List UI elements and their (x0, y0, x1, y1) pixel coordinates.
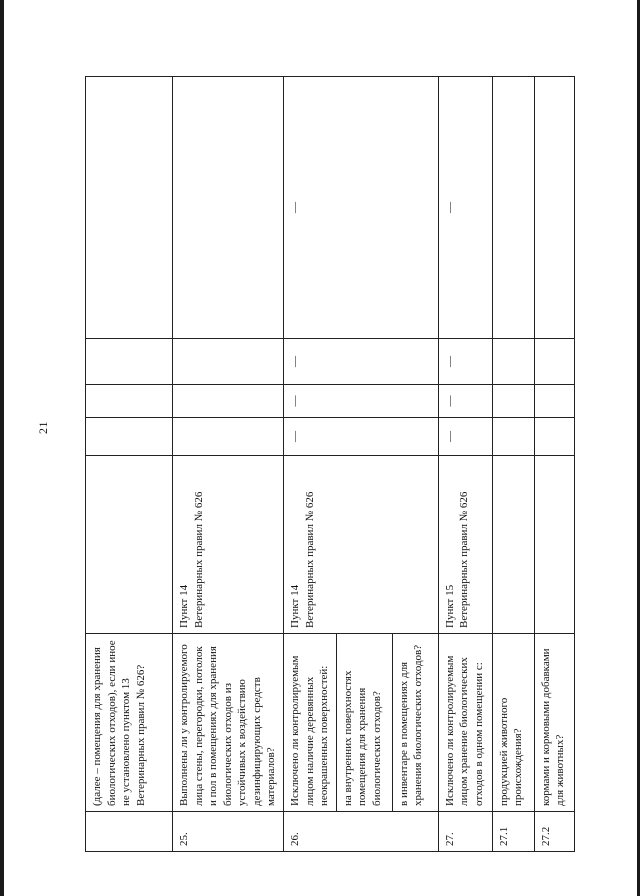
reference-text (534, 456, 574, 634)
reference-text (86, 456, 173, 634)
question-text: на внутренних поверхностях помещения для хранения биологических отходов? (336, 634, 392, 812)
reference-text: Пункт 14 Ветеринарных правил № 626 (284, 456, 439, 634)
answer-yes-cell (534, 418, 574, 456)
row-number: 25. (173, 812, 284, 852)
answer-no-cell (173, 385, 284, 418)
answer-na-cell (534, 339, 574, 385)
dash-mark: — (438, 385, 492, 418)
answer-yes-cell (173, 418, 284, 456)
page-number: 21 (36, 421, 50, 434)
dash-mark: — (438, 418, 492, 456)
dash-mark: — (284, 385, 439, 418)
table-row (173, 77, 284, 852)
table-row (284, 77, 337, 852)
dash-mark: — (284, 77, 439, 339)
answer-na-cell (492, 339, 534, 385)
question-text: продукцией животного происхождения? (492, 634, 534, 812)
table-row (86, 77, 173, 852)
notes-cell (86, 77, 173, 339)
answer-no-cell (534, 385, 574, 418)
row-number: 27. (438, 812, 492, 852)
row-number: 27.2 (534, 812, 574, 852)
table-row (438, 77, 492, 852)
notes-cell (173, 77, 284, 339)
row-number: 27.1 (492, 812, 534, 852)
question-text: Выполнены ли у контролируемого лица стены, перегородки, потолок и пол в помещениях для хранения биологических отходов из устойчивых к воздействию дезинфицирующих средств материалов? (173, 634, 284, 812)
dash-mark: — (438, 77, 492, 339)
row-number: 26. (284, 812, 439, 852)
row-number (86, 812, 173, 852)
table-row (534, 77, 574, 852)
dash-mark: — (284, 339, 439, 385)
question-text: Исключено ли контролируемым лицом наличие деревянных неокрашенных поверхностей: (284, 634, 337, 812)
reference-text: Пункт 15 Ветеринарных правил № 626 (438, 456, 492, 634)
dash-mark: — (438, 339, 492, 385)
reference-text (492, 456, 534, 634)
checklist-table-wrapper (85, 77, 573, 852)
notes-cell (534, 77, 574, 339)
question-text: (далее – помещения для хранения биологических отходов), если иное не установлено пунктом 13 Ветеринарных правил № 626? (86, 634, 173, 812)
answer-yes-cell (492, 418, 534, 456)
answer-no-cell (86, 385, 173, 418)
answer-na-cell (173, 339, 284, 385)
answer-no-cell (492, 385, 534, 418)
question-text: кормами и кормовыми добавками для животных? (534, 634, 574, 812)
checklist-table (85, 76, 575, 852)
answer-yes-cell (86, 418, 173, 456)
dash-mark: — (284, 418, 439, 456)
notes-cell (492, 77, 534, 339)
answer-na-cell (86, 339, 173, 385)
reference-text: Пункт 14 Ветеринарных правил № 626 (173, 456, 284, 634)
scan-border-left (0, 0, 4, 896)
question-text: Исключено ли контролируемым лицом хранение биологических отходов в одном помещении с: (438, 634, 492, 812)
question-text: в инвентаре в помещениях для хранения биологических отходов? (392, 634, 438, 812)
table-row (492, 77, 534, 852)
